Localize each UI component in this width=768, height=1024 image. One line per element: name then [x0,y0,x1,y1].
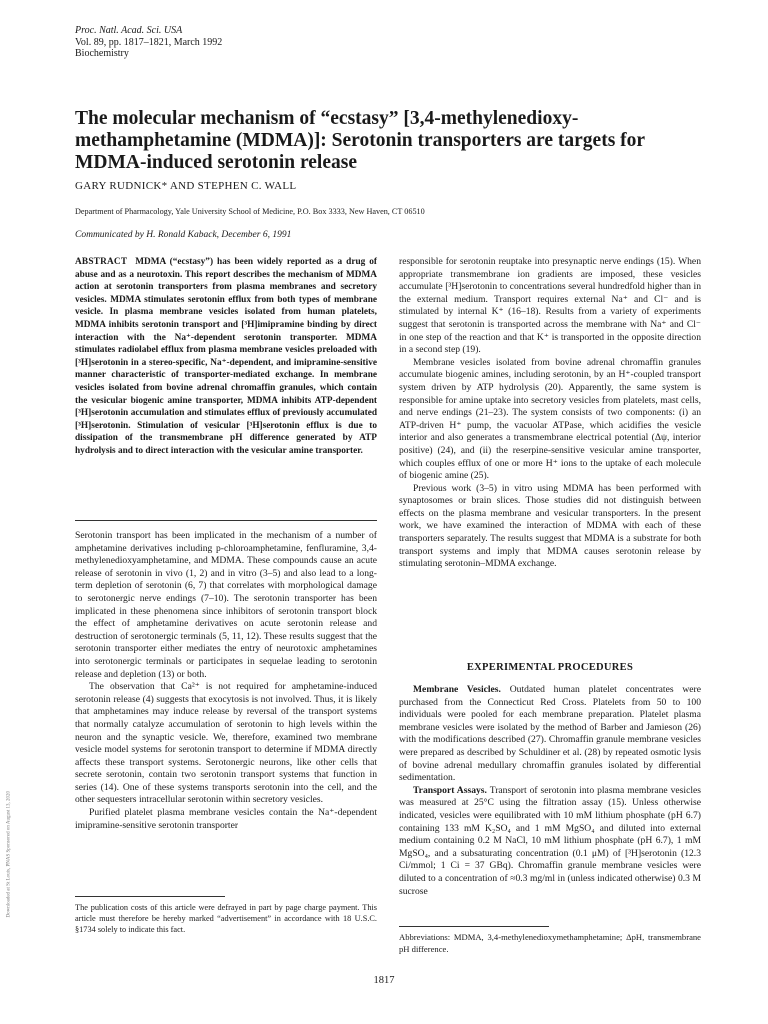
abbreviations: Abbreviations: MDMA, 3,4-methylenedioxymethamphetamine; ΔpH, transmembrane pH difference. [399,932,701,954]
methods-runin-1: Membrane Vesicles. [413,684,501,695]
abstract [75,256,377,458]
page-number: 1817 [373,975,395,986]
communicated-by: Communicated by H. Ronald Kaback, December 6, 1991 [75,230,292,240]
methods-paragraph-1 [399,684,701,785]
footnote-divider [75,896,225,897]
abstract-label: ABSTRACT [75,257,128,267]
abstract-divider [75,520,377,521]
methods-paragraph-2 [399,785,701,898]
affiliation: Department of Pharmacology, Yale University School of Medicine, P.O. Box 3333, New Haven, CT 06510 [75,207,425,216]
authors: GARY RUDNICK* AND STEPHEN C. WALL [75,180,297,192]
methods-runin-2: Transport Assays. [413,784,487,796]
section-heading-experimental: EXPERIMENTAL PROCEDURES [466,662,634,673]
experimental-procedures [399,684,701,898]
introduction [75,530,377,832]
intro-paragraph-2: The observation that Ca²⁺ is not required for amphetamine-induced serotonin release (4) suggests that exocytosis is not involved. Thus, it is likely that amphetamines may induce release by reversal of the transport systems that normally catalyze accumulation of serotonin to high levels within the neuron and the synaptic vesicle. We, therefore, examined two membrane vesicle model systems for serotonin transport to determine if MDMA directly affects these transport systems. Serotonergic neurons, like other cells that secrete serotonin, contain two serotonin transport systems that function in series (14). One of these systems transports serotonin into the cell, and the other sequesters intracellular serotonin within secretory vesicles. [75,681,377,806]
journal-volume: Vol. 89, pp. 1817–1821, March 1992 [75,36,223,48]
right-paragraph-1: responsible for serotonin reuptake into presynaptic nerve endings (15). When appropriate transmembrane ion gradients are imposed, these vesicles accumulate [³H]serotonin to concentrations several hundredfold higher than in the external medium. Transport requires external Na⁺ and Cl⁻ and is stimulated by internal K⁺ (16–18). Results from a variety of experiments suggest that serotonin is transported across the membrane with Na⁺ and Cl⁻ in one step of the reaction and that K⁺ is transported in the opposite direction in a second step (19). [399,256,701,356]
introduction-continued [399,256,701,571]
methods-text-2: Transport of serotonin into plasma membrane vesicles was measured at 25°C using the filtration assay (15). Unless otherwise indicated, vesicles were equilibrated with 10 mM lithium phosphate (pH 6.7) containing 133 mM K₂SO₄ and 1 mM MgSO₄ and diluted into external medium containing 0.2 M NaCl, 10 mM lithium phosphate (pH 6.7), 1 mM MgSO₄, and a subsaturating concentration (0.1 μM) of [³H]serotonin (12.3 Ci/mmol; 1 Ci = 37 GBq). Chromaffin granule membrane vesicles were diluted to a concentration of ≈0.3 mg/ml in (unless indicated otherwise) 0.3 M sucrose [399,784,701,897]
article-title: The molecular mechanism of “ecstasy” [3,4-methylenedioxy-methamphetamine (MDMA)]: Serotonin transporters are targets for MDMA-induced serotonin release [75,108,645,173]
abbreviations-divider [399,926,549,927]
download-watermark: Downloaded at St Louis, PNAS Sponsored on August 13, 2020 [6,790,12,918]
journal-name: Proc. Natl. Acad. Sci. USA [75,25,183,36]
journal-header [75,25,222,60]
journal-section: Biochemistry [75,48,129,59]
right-paragraph-2: Membrane vesicles isolated from bovine adrenal chromaffin granules accumulate biogenic amines, including serotonin, by an H⁺-coupled transport system driven by ATP hydrolysis (20). Apparently, the same system is responsible for amine uptake into secretory vesicles from platelets, mast cells, and nerve endings (21–23). The system consists of two components: (i) an ATP-driven H⁺ pump, the vacuolar ATPase, which acidifies the vesicle interior and also generates a transmembrane electrical potential (Δψ, interior positive) (24), and (ii) the reserpine-sensitive vesicular amine transporter, which couples efflux of one or more H⁺ ions to the uptake of each molecule of biogenic amine (25). [399,356,701,482]
publication-footnote: The publication costs of this article were defrayed in part by page charge payment. This article must therefore be hereby marked “advertisement” in accordance with 18 U.S.C. §1734 solely to indicate this fact. [75,903,377,934]
intro-paragraph-3: Purified platelet plasma membrane vesicles contain the Na⁺-dependent imipramine-sensitive serotonin transporter [75,807,377,831]
methods-text-1: Outdated human platelet concentrates were purchased from the Connecticut Red Cross. Platelets from 50 to 100 individuals were pooled for each membrane preparation. Platelet plasma membrane vesicles were isolated by the method of Barber and Jamieson (26) with the modifications described (27). Chromaffin granule membrane vesicles were prepared as described by Schuldiner et al. (28) by repeated osmotic lysis of bovine adrenal medullary chromaffin granules isolated by differential sedimentation. [399,684,701,784]
abstract-text: MDMA (“ecstasy”) has been widely reported as a drug of abuse and as a neurotoxin. This report describes the mechanism of MDMA action at serotonin transporters from plasma membranes and secretory vesicles. MDMA stimulates serotonin efflux from both types of membrane vesicle. In plasma membrane vesicles isolated from human platelets, MDMA inhibits serotonin transport and [³H]imipramine binding by direct interaction with the Na⁺-dependent serotonin transporter. MDMA stimulates radiolabel efflux from plasma membrane vesicles preloaded with [³H]serotonin in a stereo-specific, Na⁺-dependent, and imipramine-sensitive manner characteristic of transporter-mediated exchange. In membrane vesicles isolated from bovine adrenal chromaffin granules, which contain the vesicular biogenic amine transporter, MDMA inhibits ATP-dependent [³H]serotonin accumulation and stimulates efflux of previously accumulated [³H]serotonin. Stimulation of vesicular [³H]serotonin efflux is due to dissipation of the transmembrane pH difference generated by ATP hydrolysis and to direct interaction with the vesicular amine transporter. [75,257,377,456]
right-paragraph-3: Previous work (3–5) in vitro using MDMA has been performed with synaptosomes or brain slices. Those studies did not distinguish between effects on the plasma membrane and vesicular transporters. In the present work, we have examined the interaction of MDMA with each of these transporters separately. The results suggest that MDMA is a substrate for both transport systems and imply that MDMA causes serotonin release by stimulating serotonin–MDMA exchange. [399,482,701,570]
intro-paragraph-1: Serotonin transport has been implicated in the mechanism of a number of amphetamine derivatives including p-chloroamphetamine, fenfluramine, 3,4-methylenedioxyamphetamine, and MDMA. These compounds cause an acute release of serotonin in vivo (1, 2) and in vitro (3–5) and also lead to a long-term depletion of serotonin (6, 7) that correlates with morphological damage to serotonergic nerve endings (7–10). The serotonin transporter has been implicated in these phenomena since inhibitors of serotonin transport block the effect of amphetamine derivatives on acute serotonin release and destruction of serotonergic terminals (5, 11, 12). These results suggest that the serotonin transporter either mediates the entry of neurotoxic amphetamines into serotonergic terminals or participates in sequelae leading to serotonin release and depletion (13) or both. [75,530,377,680]
